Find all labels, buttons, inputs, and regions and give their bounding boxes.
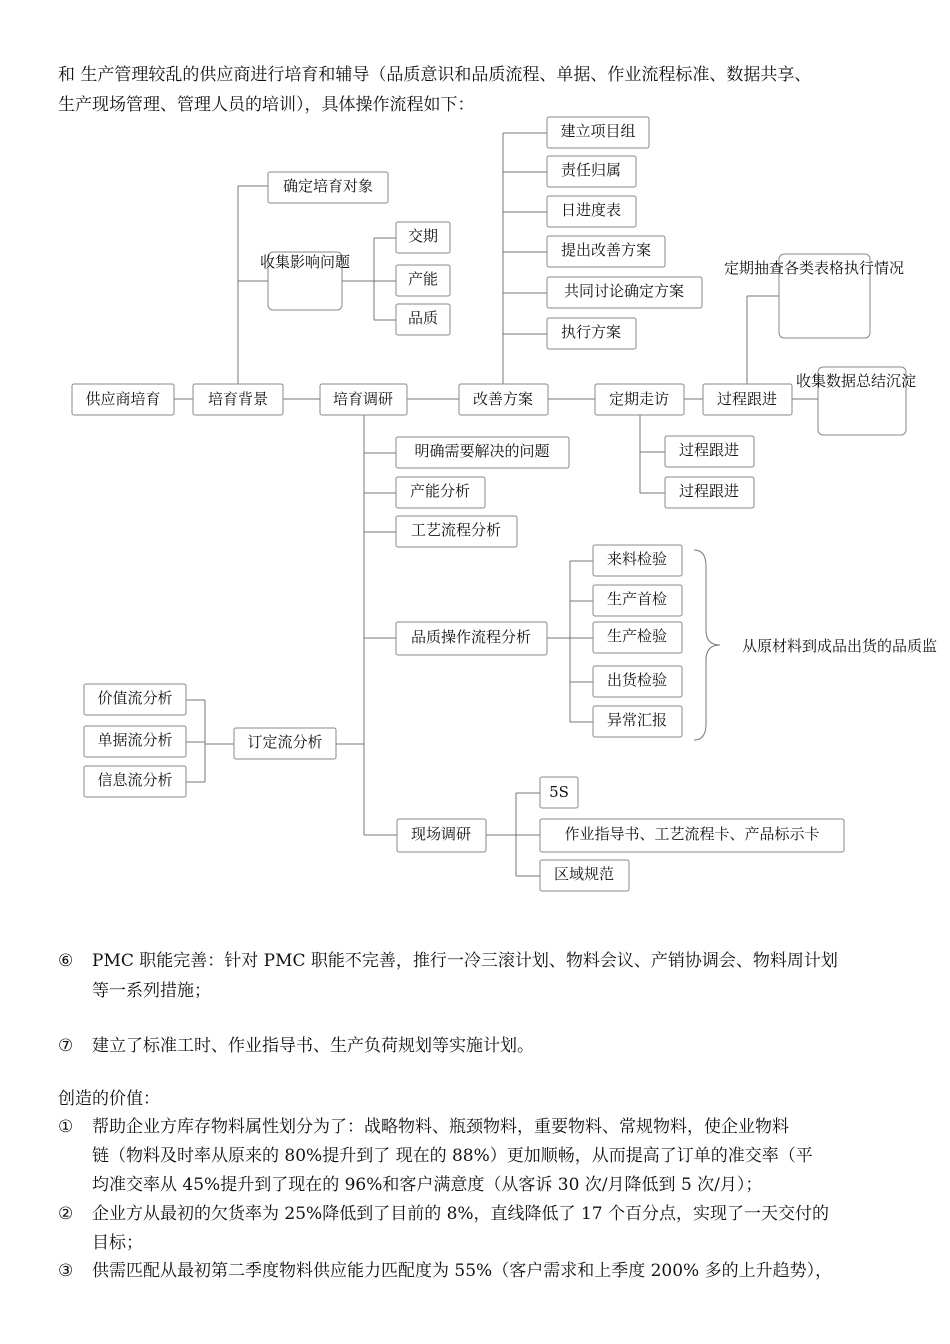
item-number: ②	[58, 1204, 74, 1224]
node-label: 定期走访	[608, 390, 670, 408]
node-label: 品质操作流程分析	[410, 628, 532, 646]
node-label: 5S	[549, 783, 569, 801]
node-5s	[540, 777, 578, 808]
node-label: 信息流分析	[97, 771, 173, 789]
quality-note-label: 从原材料到成品出货的品质监	[742, 637, 938, 655]
value-heading: 创造的价值：	[58, 1089, 160, 1109]
intro-line-2: 生产现场管理、管理人员的培训），具体操作流程如下：	[58, 95, 475, 115]
node-label: 收集影响问题	[259, 253, 351, 271]
node-production-inspection	[593, 622, 682, 653]
node-label: 明确需要解决的问题	[414, 442, 550, 460]
node-label: 交期	[407, 227, 439, 245]
item-number: ③	[58, 1261, 74, 1281]
node-quality	[396, 304, 450, 335]
node-first-article	[593, 585, 682, 616]
node-label: 提出改善方案	[560, 241, 652, 259]
node-label: 培育调研	[332, 390, 394, 408]
node-shipment-inspection	[593, 666, 682, 697]
node-capacity-analysis	[396, 477, 485, 508]
node-label: 改善方案	[472, 390, 534, 408]
node-data-summary	[796, 367, 916, 435]
node-cultivation-research	[320, 384, 407, 415]
node-quality-operation	[396, 622, 547, 655]
item-line: 目标；	[92, 1233, 143, 1253]
node-label: 收集数据总结沉淀	[796, 372, 917, 390]
node-label: 共同讨论确定方案	[563, 282, 685, 300]
node-responsibility	[547, 156, 636, 187]
node-label: 日进度表	[560, 201, 622, 219]
node-regular-visit	[595, 384, 684, 415]
node-label: 确定培育对象	[282, 177, 374, 195]
node-zone-standard	[540, 860, 629, 891]
node-propose-plan	[547, 236, 665, 267]
item-line: 建立了标准工时、作业指导书、生产负荷规划等实施计划。	[92, 1036, 534, 1056]
node-label: 建立项目组	[560, 122, 636, 140]
node-clarify-problems	[396, 437, 569, 468]
node-label: 订定流分析	[247, 733, 323, 751]
item-line: 链（物料及时率从原来的 80%提升到了 现在的 88%）更加顺畅，从而提高了订单的准交率（平	[92, 1146, 813, 1166]
node-cultivation-background	[193, 384, 283, 415]
item-number: ⑥	[58, 951, 74, 971]
node-label: 供应商培育	[85, 390, 161, 408]
node-label: 生产检验	[606, 627, 668, 645]
item-line: 供需匹配从最初第二季度物料供应能力匹配度为 55%（客户需求和上季度 200% 多的上升趋势），	[92, 1261, 833, 1281]
node-label: 定期抽查各类表格执行情况	[724, 259, 905, 277]
node-incoming-inspection	[593, 545, 682, 576]
node-determine-target	[268, 172, 388, 203]
intro-line-1: 和 生产管理较乱的供应商进行培育和辅导（品质意识和品质流程、单据、作业流程标准、数据共享、	[58, 65, 812, 85]
node-label: 产能	[407, 270, 439, 288]
node-improvement-plan	[459, 384, 548, 415]
item-line: PMC 职能完善：针对 PMC 职能不完善，推行一冷三滚计划、物料会议、产销协调会、物料周计划	[92, 951, 838, 971]
node-label: 生产首检	[606, 590, 668, 608]
node-process-tracking-3	[665, 477, 754, 508]
node-label: 工艺流程分析	[410, 521, 502, 539]
node-label: 来料检验	[606, 550, 668, 568]
node-label: 品质	[407, 309, 439, 327]
node-site-research	[397, 819, 486, 852]
node-build-team	[547, 117, 649, 148]
node-execute-plan	[547, 318, 636, 349]
node-process-analysis	[396, 516, 517, 547]
node-process-tracking	[703, 384, 792, 415]
node-order-flow	[234, 728, 336, 759]
item-line: 帮助企业方库存物料属性划分为了：战略物料、瓶颈物料，重要物料、常规物料，使企业物料	[92, 1117, 789, 1137]
node-label: 责任归属	[560, 161, 622, 179]
item-line: 企业方从最初的欠货率为 25%降低到了目前的 8%，直线降低了 17 个百分点，实现了一天交付的	[92, 1204, 829, 1224]
node-label: 培育背景	[207, 390, 269, 408]
node-label: 区域规范	[553, 865, 615, 883]
item-number: ①	[58, 1117, 74, 1137]
node-info-stream	[84, 766, 186, 797]
node-label: 异常汇报	[606, 711, 668, 729]
node-collect-issues	[260, 252, 350, 310]
item-number: ⑦	[58, 1036, 74, 1056]
node-sop-cards	[540, 819, 844, 852]
node-label: 价值流分析	[97, 689, 173, 707]
node-label: 过程跟进	[678, 482, 740, 500]
node-supplier-cultivation	[72, 384, 174, 415]
node-label: 单据流分析	[97, 731, 173, 749]
node-label: 现场调研	[410, 825, 472, 843]
item-line: 均准交率从 45%提升到了现在的 96%和客户满意度（从客诉 30 次/月降低到 5 次/月）；	[92, 1175, 763, 1195]
node-process-tracking-2	[665, 436, 754, 467]
node-value-stream	[84, 684, 186, 715]
node-document-stream	[84, 726, 186, 757]
node-capacity	[396, 265, 450, 296]
item-line: 等一系列措施；	[92, 981, 211, 1001]
node-label: 执行方案	[560, 323, 622, 341]
node-label: 过程跟进	[716, 390, 778, 408]
node-delivery	[396, 222, 450, 253]
node-daily-progress	[547, 196, 636, 227]
node-label: 作业指导书、工艺流程卡、产品标示卡	[564, 825, 820, 843]
node-label: 过程跟进	[678, 441, 740, 459]
node-abnormal-report	[593, 706, 682, 737]
node-label: 产能分析	[409, 482, 471, 500]
node-discuss-plan	[547, 277, 702, 308]
node-label: 出货检验	[606, 671, 668, 689]
